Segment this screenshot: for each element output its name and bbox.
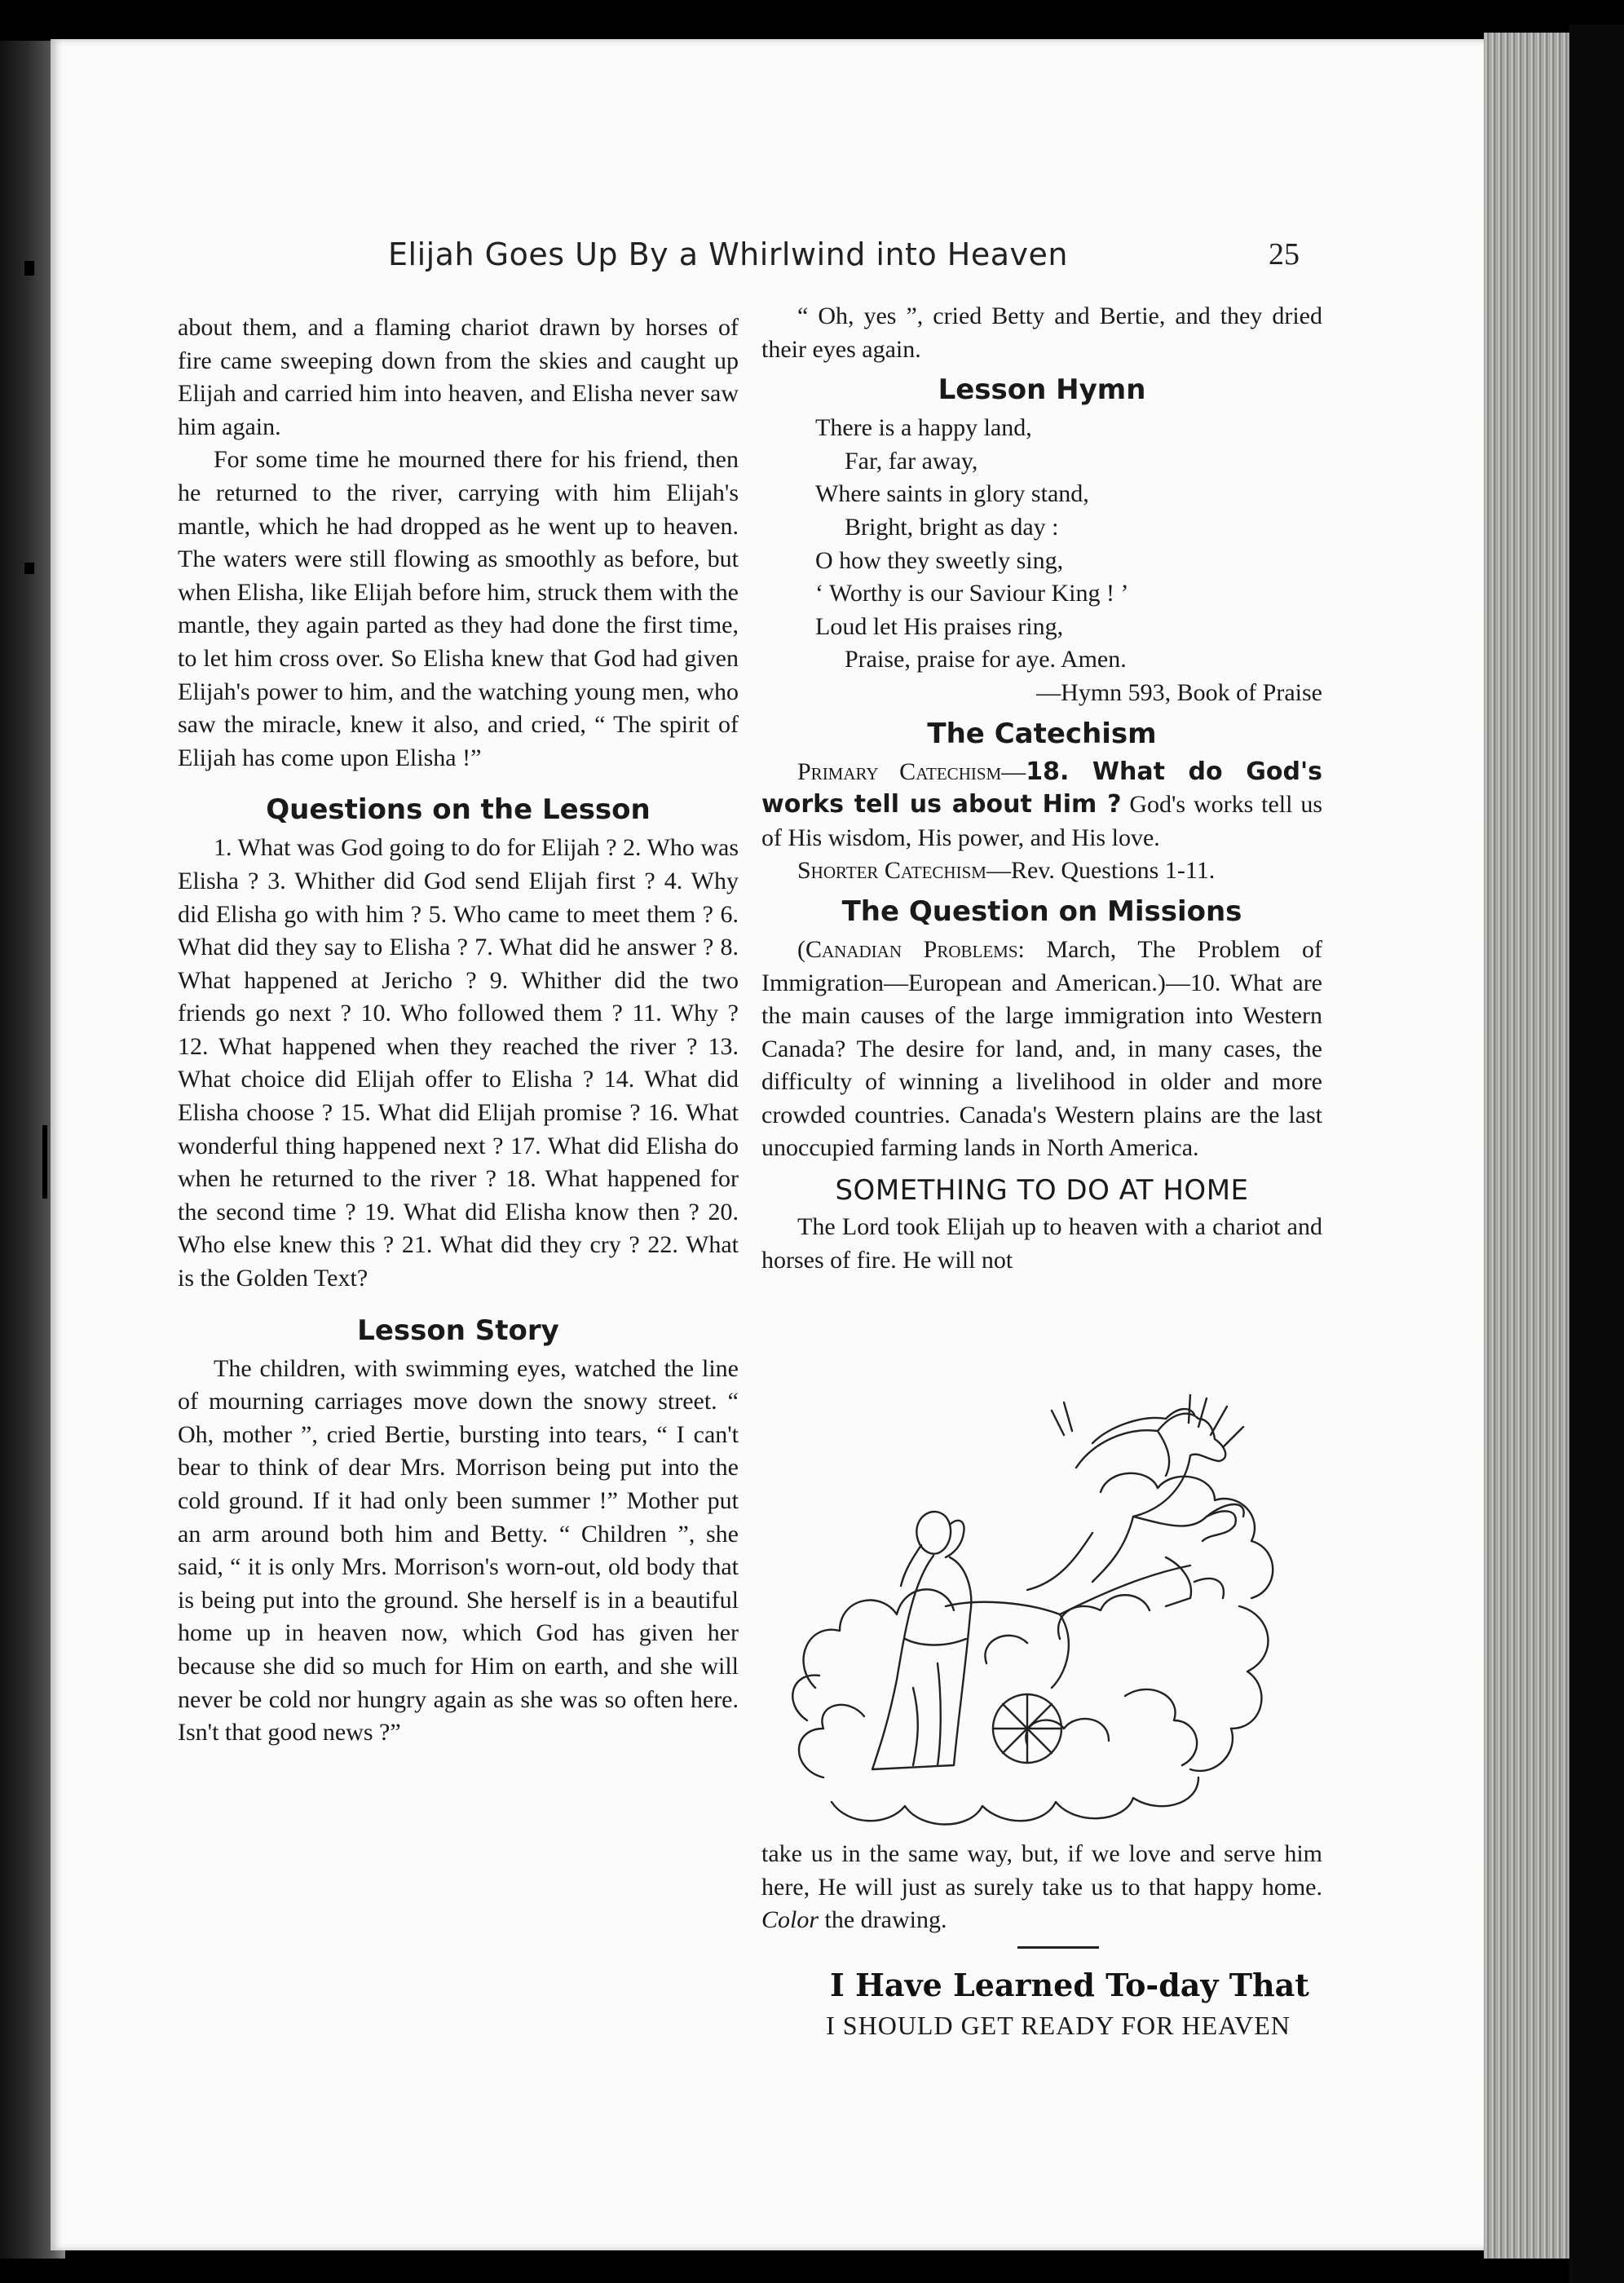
shorter-catechism [761, 854, 1322, 888]
questions-list: 1. What was God going to do for Elijah ? 2. Who was Elisha ? 3. Whither did God send Elijah first ? 4. Why did Elisha go with him ? 5. Who came to meet them ? 6. What did they say to Elisha ? 7. What did he answer ? 8. What happened at Jericho ? 9. Whither did the two friends go next ? 10. Who followed them ? 11. Why ? 12. What happened when they reached the river ? 13. What choice did Elijah offer to Elisha ? 14. What did Elisha choose ? 15. What did Elijah promise ? 16. What wonderful thing happened next ? 17. What did Elisha do when he returned to the river ? 18. What happened for the second time ? 19. What did Elisha know then ? 20. Who else knew this ? 21. What did they cry ? 22. What is the Golden Text? [178, 834, 739, 1292]
shorter-catechism-label: Shorter Catechism [797, 857, 986, 885]
learned-today-heading: I Have Learned To-day That [830, 1967, 1309, 2003]
missions-text: : March, The Problem of Immigration—European and American.)—10. What are the main causes of the large immigration into Western Canada? The desire for land, and, in many cases, the difficulty of winning a livelihood in older and more crowded countries. Canada's Western plains are the last unoccupied farming lands in North America. [761, 935, 1322, 1162]
catechism-heading: The Catechism [927, 717, 1157, 750]
elijah-chariot-drawing [783, 1394, 1304, 1835]
learned-today-text: I SHOULD GET READY FOR HEAVEN [826, 2011, 1291, 2040]
lesson-story: The children, with swimming eyes, watched the line of mourning carriages move down the snowy street. “ Oh, mother ”, cried Bertie, bursting into tears, “ I can't bear to think of dear Mrs. Morrison being put into the cold ground. If it had only been summer !” Mother put an arm around both him and Betty. “ Children ”, she said, “ it is only Mrs. Morrison's worn-out, old body that is being put into the ground. She herself is in a beautiful home up in heaven now, which God has given her because she did so much for Him on earth, and she will never be cold nor hungry again as she was so often here. Isn't that good news ?” [178, 1354, 739, 1746]
paragraph: about them, and a flaming chariot drawn by horses of fire came sweeping down from the skies and caught up Elijah and carried him into heaven, and Elisha never saw him again. [178, 314, 739, 440]
paragraph: For some time he mourned there for his friend, then he returned to the river, carrying with him Elijah's mantle, which he had dropped as he went up to heaven. The waters were still flowing as smoothly as before, but when Elisha, like Elijah before him, struck them with the mantle, they again parted as they had done the first time, to let him cross over. So Elisha knew that God had given Elijah's power to him, and the watching young men, who saw the miracle, knew it also, and cried, “ The spirit of Elijah has come upon Elisha !” [178, 446, 739, 771]
hymn-line: Loud let His praises ring, [815, 612, 1064, 640]
right-column [761, 300, 1322, 1277]
running-header: Elijah Goes Up By a Whirlwind into Heaven [388, 236, 1068, 272]
missions-paragraph: (Canadian Problems: March, The Problem of Immigration—European and American.)—10. What are the main causes of the large immigration into Western Canada? The desire for land, and, in many cases, the difficulty of winning a livelihood in older and more crowded countries. Canada's Western plains are the last unoccupied farming lands in North America. [761, 935, 1322, 1162]
paragraph: “ Oh, yes ”, cried Betty and Bertie, and they dried their eyes again. [761, 302, 1322, 363]
primary-catechism-question: 18. What do God's works tell us about Him ? [761, 757, 1322, 819]
home-heading: SOMETHING TO DO AT HOME [835, 1174, 1249, 1208]
divider [1017, 1946, 1099, 1949]
missions-heading: The Question on Missions [841, 894, 1242, 928]
horses [1027, 1409, 1244, 1606]
scan-border-right [1569, 24, 1624, 2283]
hymn-heading: Lesson Hymn [938, 373, 1146, 407]
questions-heading: Questions on the Lesson [266, 793, 651, 827]
hymn-line: Bright, bright as day : [845, 513, 1059, 541]
home-text: take us in the same way, but, if we love and serve him here, He will just as surely take us to that happy home. [761, 1840, 1322, 1901]
home-text: the drawing. [819, 1906, 947, 1934]
home-instructions-continued [761, 1838, 1322, 1937]
hymn-line: ‘ Worthy is our Saviour King ! ’ [815, 580, 1129, 607]
home-instructions-end [761, 1838, 1322, 1937]
left-column [178, 311, 739, 1750]
hymn-credit: —Hymn 593, Book of Praise [1036, 678, 1322, 706]
primary-catechism [761, 756, 1322, 855]
page-number: 25 [1269, 237, 1300, 272]
binding-mark [24, 261, 34, 276]
home-instructions: The Lord took Elijah up to heaven with a chariot and horses of fire. He will not [761, 1213, 1322, 1274]
hymn-line: Where saints in glory stand, [815, 480, 1089, 508]
hymn-verse [761, 412, 1322, 677]
color-word: Color [761, 1906, 819, 1934]
missions-label: Canadian Problems [805, 935, 1018, 963]
hymn-line: O how they sweetly sing, [815, 546, 1064, 574]
elijah-figure [872, 1512, 971, 1769]
cloud-outlines [792, 1473, 1273, 1825]
page-edges [1484, 33, 1573, 2259]
story-heading: Lesson Story [357, 1314, 559, 1347]
shorter-catechism-text: —Rev. Questions 1-11. [986, 857, 1216, 885]
primary-catechism-answer: God's works tell us of His wisdom, His power, and His love. [761, 791, 1323, 851]
binding-mark [24, 563, 34, 574]
hymn-line: There is a happy land, [815, 414, 1032, 442]
primary-catechism-label: Primary Catechism— [797, 757, 1026, 785]
binding-mark [42, 1125, 47, 1199]
hymn-line: Far, far away, [845, 447, 978, 475]
chariot [946, 1565, 1190, 1763]
hymn-line: Praise, praise for aye. Amen. [845, 646, 1127, 673]
